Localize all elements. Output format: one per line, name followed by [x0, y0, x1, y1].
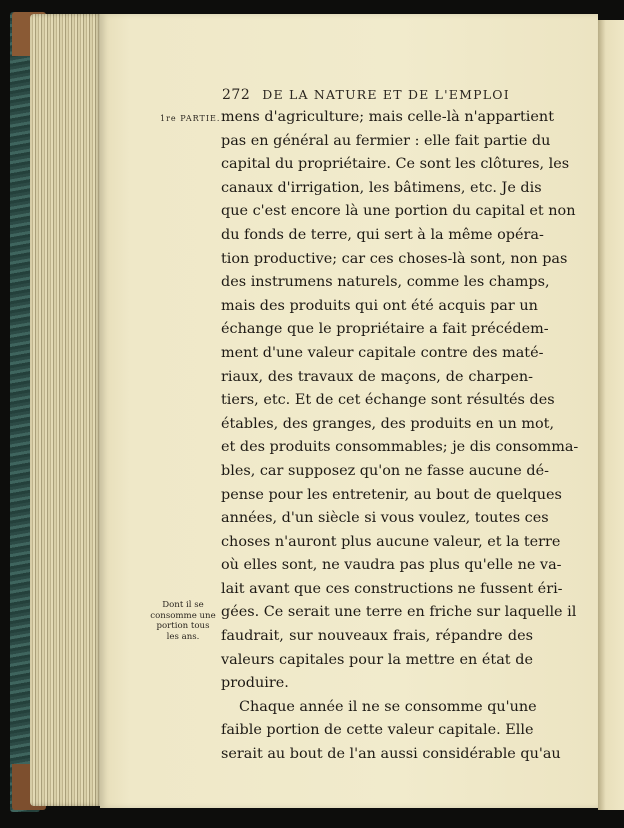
- running-title: DE LA NATURE ET DE L'EMPLOI: [262, 87, 510, 102]
- text-line: faudrait, sur nouveaux frais, répandre des: [221, 628, 533, 645]
- text-line: pense pour les entretenir, au bout de quelques: [221, 486, 562, 503]
- facing-page-edge: [598, 20, 624, 810]
- marginal-note-line: consomme une: [150, 610, 216, 621]
- text-line: du fonds de terre, qui sert à la même opéra-: [221, 226, 544, 243]
- text-line: échange que le propriétaire a fait précédem-: [221, 321, 549, 338]
- marginal-note: [148, 600, 218, 642]
- text-line: ment d'une valeur capitale contre des maté-: [221, 344, 544, 361]
- body-text: [221, 106, 579, 767]
- text-line: bles, car supposez qu'on ne fasse aucune dé-: [221, 462, 549, 479]
- text-line: tion productive; car ces choses-là sont, non pas: [221, 250, 568, 267]
- text-line: serait au bout de l'an aussi considérable qu'au: [221, 746, 561, 763]
- text-line: pas en général au fermier : elle fait partie du: [221, 132, 551, 149]
- text-line: mais des produits qui ont été acquis par un: [221, 297, 538, 314]
- text-line: choses n'auront plus aucune valeur, et la terre: [221, 533, 561, 550]
- text-line: tiers, etc. Et de cet échange sont résultés des: [221, 392, 555, 409]
- part-marker: 1re PARTIE.: [160, 114, 221, 123]
- text-line: canaux d'irrigation, les bâtimens, etc. Je dis: [221, 179, 542, 196]
- text-line: où elles sont, ne vaudra pas plus qu'elle ne va-: [221, 557, 562, 574]
- text-line: années, d'un siècle si vous voulez, toutes ces: [221, 510, 549, 527]
- running-head: [222, 87, 532, 105]
- text-line: gées. Ce serait une terre en friche sur laquelle il: [221, 604, 577, 621]
- text-line: mens d'agriculture; mais celle-là n'appartient: [221, 109, 554, 125]
- text-line: Chaque année il ne se consomme qu'une: [239, 698, 537, 715]
- text-line: capital du propriétaire. Ce sont les clôtures, les: [221, 156, 570, 173]
- marginal-note-line: portion tous: [156, 621, 210, 631]
- text-line: produire.: [221, 675, 289, 692]
- page-number: 272: [222, 87, 251, 103]
- text-line: valeurs capitales pour la mettre en état de: [221, 651, 533, 668]
- text-line: que c'est encore là une portion du capital et non: [221, 203, 576, 220]
- page-edges: [30, 14, 102, 806]
- marginal-note-line: Dont il se: [162, 600, 204, 610]
- text-line: des instrumens naturels, comme les champs,: [221, 274, 550, 291]
- text-line: et des produits consommables; je dis consomma-: [221, 439, 579, 456]
- text-line: riaux, des travaux de maçons, de charpen-: [221, 368, 533, 385]
- marginal-note-line: les ans.: [166, 631, 200, 642]
- text-line: lait avant que ces constructions ne fussent éri-: [221, 580, 563, 597]
- text-line: étables, des granges, des produits en un mot,: [221, 415, 555, 432]
- text-line: faible portion de cette valeur capitale. Elle: [221, 722, 534, 739]
